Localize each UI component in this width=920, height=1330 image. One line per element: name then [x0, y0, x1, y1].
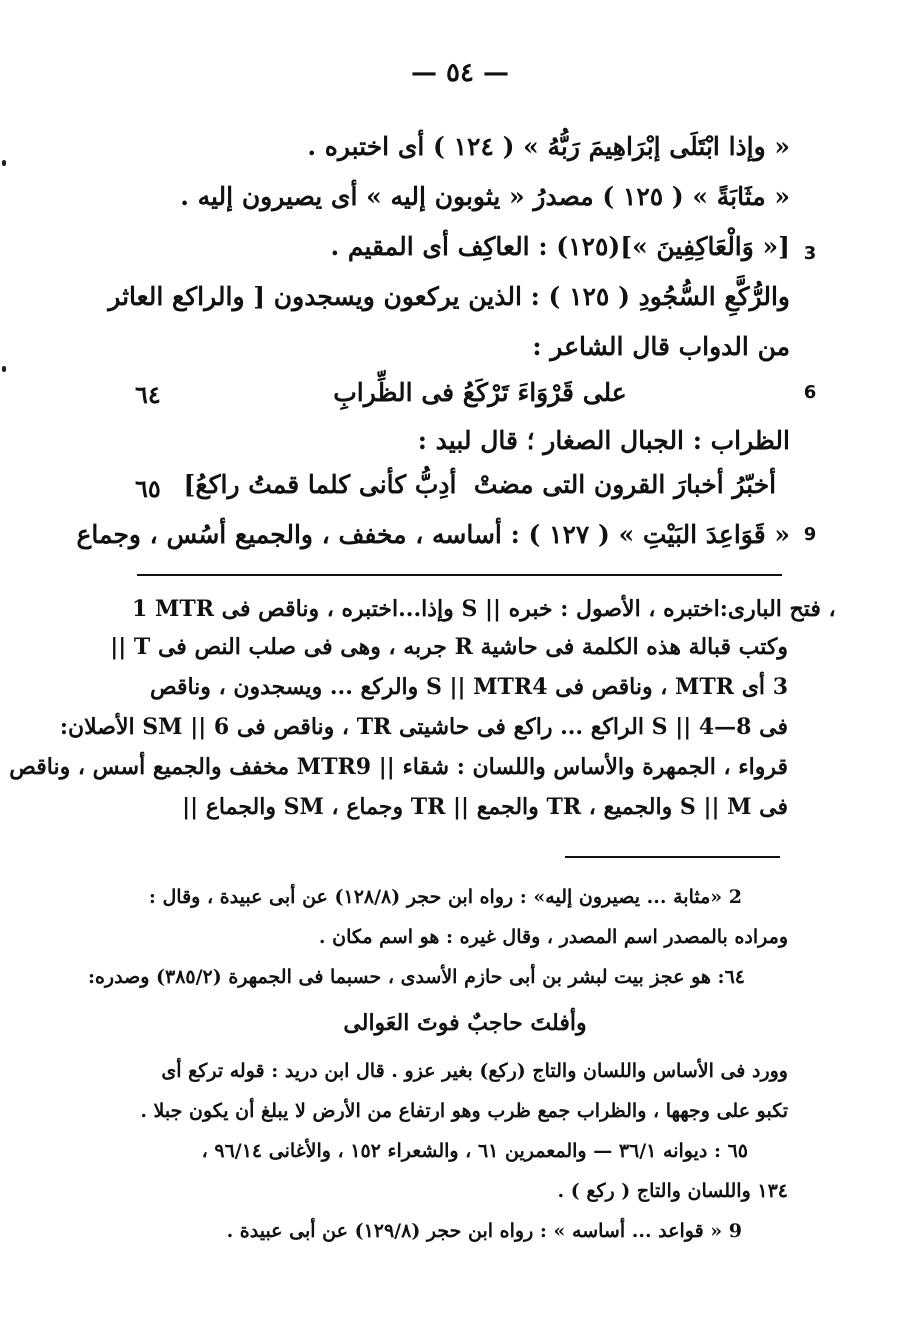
- note-line-8: ١٣٤ واللسان والتاج ( ركع ) .: [557, 1180, 788, 1202]
- apparatus-line-6: فى S || M والجميع ، TR والجمع || TR وجماع ، SM والجماع ||: [182, 794, 788, 820]
- main-line-7: الظراب : الجبال الصغار ؛ قال لبيد :: [417, 426, 790, 455]
- main-line-1: « وإذا ابْتَلَى إبْرَاهِيمَ رَبُّهُ » ( ١٢٤ ) أى اختبره .: [307, 132, 790, 161]
- note-line-2: ومراده بالمصدر اسم المصدر ، وقال غيره : هو اسم مكان .: [318, 926, 788, 948]
- note-line-3: ٦٤: هو عجز بيت لبشر بن أبى حازم الأسدى ، حسبما فى الجمهرة (٣٨٥/٢) وصدره:: [87, 966, 745, 988]
- apparatus-line-5: قرواء ، الجمهرة والأساس واللسان : شقاء || MTR9 مخفف والجميع أسس ، وناقص: [9, 754, 788, 780]
- note-line-6: تكبو على وجهها ، والظراب جمع ظرب وهو ارتفاع من الأرض لا يبلغ أن يكون جبلا .: [140, 1100, 788, 1122]
- verse-line-64: على قَرْوَاءَ تَرْكَعُ فى الظِّرابِ: [333, 378, 627, 407]
- note-line-7: ٦٥ : ديوانه ٣٦/١ — والمعمرين ٦١ ، والشعراء ١٥٢ ، والأغانى ٩٦/١٤ ،: [201, 1140, 748, 1162]
- main-line-4: والرُّكَّعِ السُّجُودِ ( ١٢٥ ) : الذين يركعون ويسجدون [ والراكع العاثر: [108, 282, 790, 311]
- apparatus-line-4: فى S || 4—8 الراكع ... راكع فى حاشيتى TR ، وناقص فى SM || 6 الأصلان:: [59, 714, 788, 740]
- note-line-5: وورد فى الأساس واللسان والتاج (ركع) بغير عزو . قال ابن دريد : قوله تركع أى: [161, 1060, 788, 1082]
- main-line-3: [« وَالْعَاكِفِينَ »](١٢٥) : العاكِف أى المقيم .: [330, 232, 790, 261]
- verse-number-65: ٦٥: [135, 474, 161, 503]
- verse-number-64: ٦٤: [135, 380, 161, 409]
- note-quoted-verse: وأفلتَ حاجبٌ فوتَ العَوالى: [343, 1010, 587, 1036]
- page-number: — ٥٤ —: [410, 58, 510, 88]
- note-line-1: 2 «مثابة ... يصيرون إليه» : رواه ابن حجر (١٢٨/٨) عن أبى عبيدة ، وقال :: [148, 886, 742, 908]
- note-line-9: 9 « قواعد ... أساسه » : رواه ابن حجر (١٢٩/٨) عن أبى عبيدة .: [226, 1220, 742, 1242]
- apparatus-line-1: 1 MTR وإذا...اختبره ، وناقص فى S || فتح البارى:اختبره ، الأصول : خبره ،: [132, 596, 836, 622]
- apparatus-line-2: وكتب قبالة هذه الكلمة فى حاشية R جربه ، وهى فى صلب النص فى T ||: [110, 634, 788, 660]
- notes-divider: [565, 856, 780, 858]
- main-line-9: « قَوَاعِدَ البَيْتِ » ( ١٢٧ ) : أساسه ، مخفف ، والجميع أسُس ، وجماع: [76, 520, 790, 549]
- scan-edge-mark: [2, 366, 6, 372]
- verse-hemistich-left: أدِبُّ كأنى كلما قمتُ راكعُ]: [183, 470, 457, 499]
- apparatus-line-3: 3 أى MTR ، وناقص فى S || MTR4 والركع ... ويسجدون ، وناقص: [150, 674, 788, 700]
- line-number-9: 9: [803, 524, 817, 545]
- main-line-2: « مثَابَةً » ( ١٢٥ ) مصدرُ « يثوبون إليه » أى يصيرون إليه .: [180, 182, 790, 211]
- line-number-3: 3: [803, 243, 817, 264]
- apparatus-divider: [137, 574, 782, 576]
- line-number-6: 6: [803, 382, 817, 403]
- scan-edge-mark: [2, 160, 6, 166]
- main-line-5: من الدواب قال الشاعر :: [532, 332, 790, 361]
- verse-hemistich-right: أخبّرُ أخبارَ القرون التى مضتْ: [473, 470, 777, 499]
